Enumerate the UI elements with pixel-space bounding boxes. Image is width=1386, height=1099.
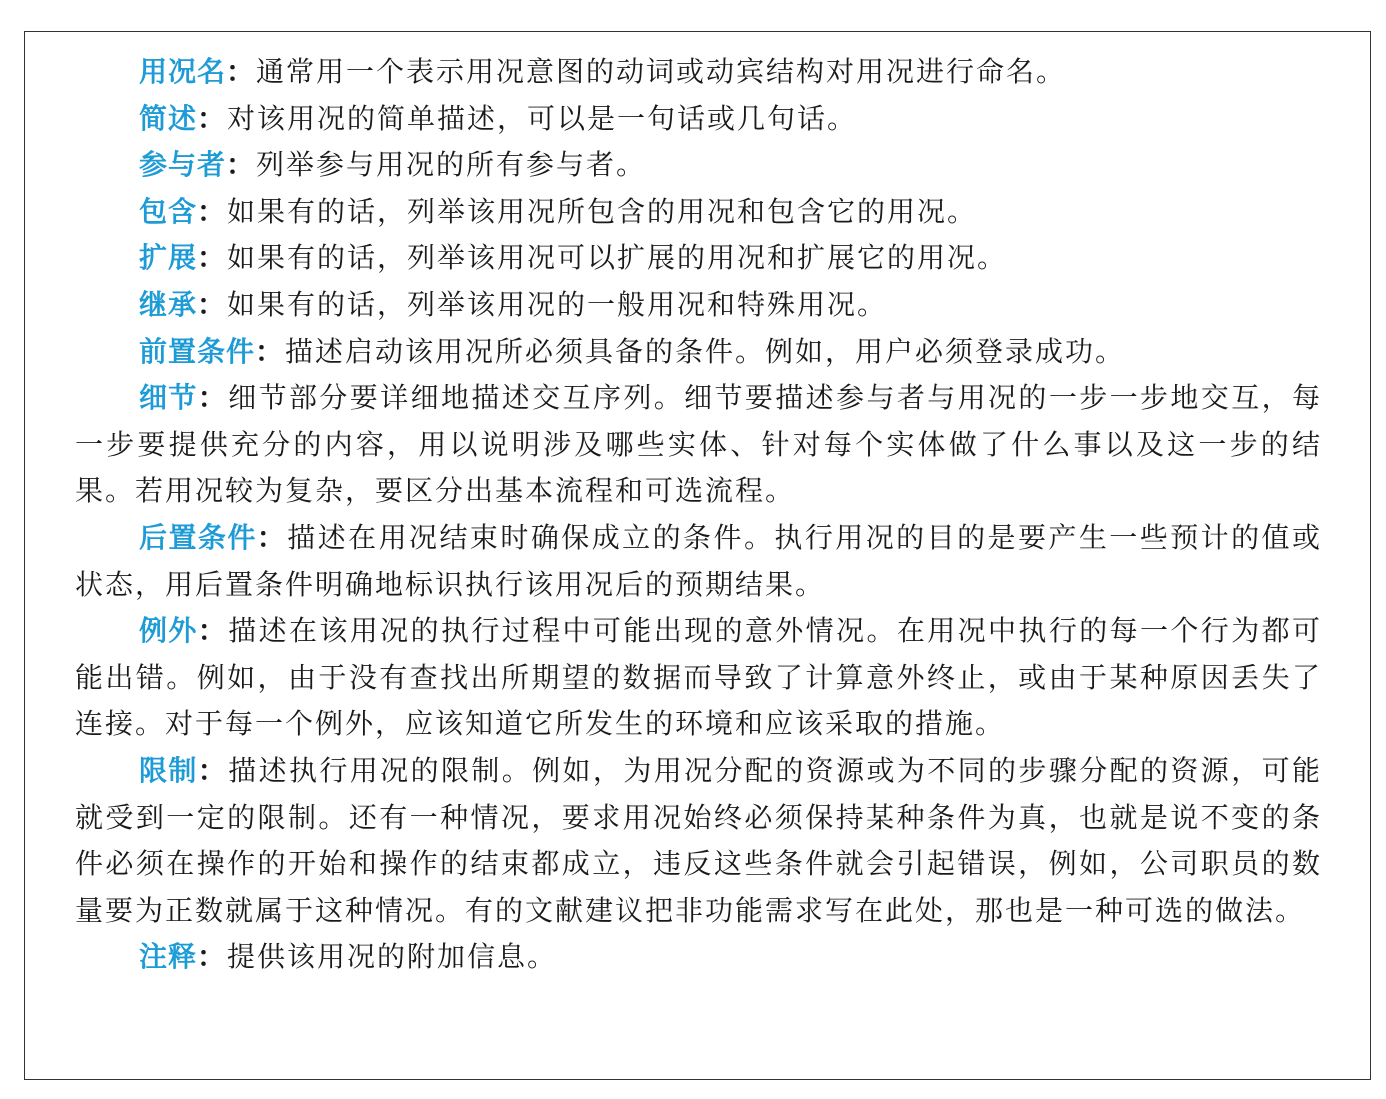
term-label: 限制 — [139, 753, 198, 787]
term-label: 注释 — [139, 940, 198, 974]
entry-constraints — [75, 748, 1322, 934]
term-colon: ： — [197, 287, 228, 321]
entry-include — [75, 189, 1322, 236]
term-colon: ： — [197, 194, 228, 228]
term-label: 扩展 — [139, 241, 198, 275]
entry-actors — [75, 142, 1322, 189]
term-label: 简述 — [139, 101, 198, 135]
term-description: 描述执行用况的限制。例如，为用况分配的资源或为不同的步骤分配的资源，可能就受到一定的限制。还有一种情况，要求用况始终必须保持某种条件为真，也就是说不变的条件必须在操作的开始和操作的结束都成立，违反这些条件就会引起错误，例如，公司职员的数量要为正数就属于这种情况。有的文献建议把非功能需求写在此处，那也是一种可选的做法。 — [75, 753, 1322, 927]
term-colon: ： — [226, 148, 257, 182]
term-description: 对该用况的简单描述，可以是一句话或几句话。 — [227, 101, 858, 135]
term-label: 用况名 — [139, 55, 227, 88]
term-description: 描述在该用况的执行过程中可能出现的意外情况。在用况中执行的每一个行为都可能出错。例如，由于没有查找出所期望的数据而导致了计算意外终止，或由于某种原因丢失了连接。对于每一个例外，应该知道它所发生的环境和应该采取的措施。 — [75, 614, 1322, 741]
term-description: 通常用一个表示用况意图的动词或动宾结构对用况进行命名。 — [256, 55, 1067, 88]
entry-inheritance — [75, 282, 1322, 329]
term-label: 参与者 — [139, 148, 227, 182]
term-colon: ： — [197, 241, 228, 275]
term-colon: ： — [256, 520, 288, 554]
entry-use-case-name — [75, 49, 1322, 96]
term-colon: ： — [197, 940, 228, 974]
term-label: 包含 — [139, 194, 198, 228]
term-label: 细节 — [139, 381, 198, 415]
term-colon: ： — [197, 101, 228, 135]
term-colon: ： — [197, 381, 229, 415]
term-description: 如果有的话，列举该用况所包含的用况和包含它的用况。 — [227, 194, 978, 228]
term-description: 细节部分要详细地描述交互序列。细节要描述参与者与用况的一步一步地交互，每一步要提供充分的内容，用以说明涉及哪些实体、针对每个实体做了什么事以及这一步的结果。若用况较为复杂，要区分出基本流程和可选流程。 — [75, 381, 1322, 508]
term-colon: ： — [226, 55, 257, 88]
entry-extend — [75, 235, 1322, 282]
term-description: 描述在用况结束时确保成立的条件。执行用况的目的是要产生一些预计的值或状态，用后置条件明确地标识执行该用况后的预期结果。 — [75, 520, 1322, 601]
term-label: 继承 — [139, 287, 198, 321]
use-case-template-box — [24, 31, 1371, 1080]
entry-notes — [75, 934, 1322, 981]
term-description: 描述启动该用况所必须具备的条件。例如，用户必须登录成功。 — [285, 334, 1126, 368]
entry-exceptions — [75, 608, 1322, 748]
term-description: 列举参与用况的所有参与者。 — [256, 148, 647, 182]
term-label: 例外 — [139, 614, 198, 648]
term-description: 如果有的话，列举该用况可以扩展的用况和扩展它的用况。 — [227, 241, 1008, 275]
term-description: 提供该用况的附加信息。 — [227, 940, 558, 974]
entry-summary — [75, 96, 1322, 143]
term-colon: ： — [255, 334, 286, 368]
term-label: 后置条件 — [139, 520, 257, 554]
term-label: 前置条件 — [139, 334, 256, 368]
term-colon: ： — [197, 753, 229, 787]
term-description: 如果有的话，列举该用况的一般用况和特殊用况。 — [227, 287, 888, 321]
entry-details — [75, 375, 1322, 515]
entry-precondition — [75, 329, 1322, 376]
entry-postcondition — [75, 515, 1322, 608]
term-colon: ： — [197, 614, 229, 648]
